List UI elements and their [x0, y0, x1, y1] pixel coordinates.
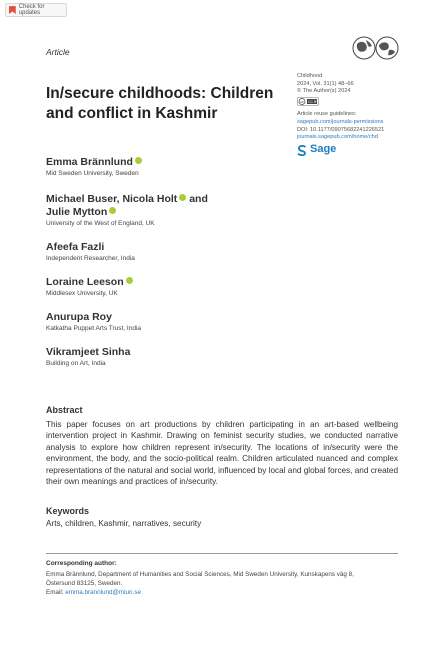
author-1-name: Emma Brännlund	[46, 156, 133, 168]
publisher-logo	[297, 145, 432, 156]
check-for-updates-label: Check for updates	[18, 4, 45, 16]
author-3-name: Afeefa Fazli	[46, 241, 105, 253]
keywords-heading: Keywords	[46, 506, 90, 516]
author-2-names-cont: Julie Mytton	[46, 206, 108, 218]
corresponding-author-address: Emma Brännlund, Department of Humanities and Social Sciences, Mid Sweden University, Kunskapens väg 8,	[46, 571, 354, 578]
article-type-label: Article	[46, 47, 70, 57]
author-1-affiliation: Mid Sweden University, Sweden	[46, 170, 139, 177]
corresponding-author-city: Östersund 83125, Sweden.	[46, 580, 123, 587]
email-link[interactable]: emma.brannlund@miun.se	[65, 589, 141, 596]
journal-copyright: © The Author(s) 2024	[297, 88, 351, 95]
orcid-icon[interactable]	[126, 277, 133, 284]
reuse-guidelines-link[interactable]: sagepub.com/journals-permissions	[297, 118, 384, 125]
corresponding-author-email-line	[46, 589, 141, 596]
publisher-name: Sage	[310, 143, 337, 156]
author-3	[46, 241, 104, 254]
author-4	[46, 276, 133, 289]
bookmark-icon	[9, 6, 16, 14]
sage-logo-icon	[297, 145, 307, 156]
author-4-name: Loraine Leeson	[46, 276, 124, 288]
article-doi[interactable]: DOI: 10.1177/09075682241226521	[297, 126, 385, 133]
journal-metadata	[297, 73, 432, 156]
author-6-name: Vikramjeet Sinha	[46, 346, 131, 358]
author-5-affiliation: Katkatha Puppet Arts Trust, India	[46, 325, 142, 332]
article-title: In/secure childhoods: Children and conflict in Kashmir	[46, 85, 274, 122]
author-2-conjunction: and	[189, 193, 208, 205]
reuse-guidelines-label: Article reuse guidelines:	[297, 111, 357, 118]
author-3-affiliation: Independent Researcher, India	[46, 255, 135, 262]
svg-text:cc: cc	[300, 99, 304, 104]
cc-badge-label: CC BY	[308, 99, 319, 104]
corresponding-author-heading: Corresponding author:	[46, 560, 117, 567]
journal-volume: 2024, Vol. 31(1) 48–66	[297, 80, 354, 87]
journal-homepage-link[interactable]: journals.sagepub.com/home/chd	[297, 134, 378, 141]
author-5	[46, 311, 112, 324]
journal-name: Childhood	[297, 73, 323, 79]
abstract-heading: Abstract	[46, 405, 83, 415]
orcid-icon[interactable]	[135, 157, 142, 164]
author-5-name: Anurupa Roy	[46, 311, 112, 323]
author-4-affiliation: Middlesex University, UK	[46, 290, 118, 297]
author-6-affiliation: Building on Art, India	[46, 360, 106, 367]
orcid-icon[interactable]	[109, 207, 116, 214]
email-label: Email:	[46, 589, 64, 596]
check-for-updates-badge[interactable]	[5, 3, 67, 17]
abstract-text: This paper focuses on art productions by children participating in an art-based wellbeing intervention project in Kashmir. Drawing on feminist security studies, we conducted narrative analysis to explore how children represent in/security. The locations of in/security were the environment, the body, and the socio-political realm. Children articulated nuanced and complex representations of the natural and social world, influenced by local and global forces, and created their own meanings and practices of in/security.	[46, 420, 398, 487]
author-2-names: Michael Buser, Nicola Holt	[46, 193, 178, 205]
orcid-icon[interactable]	[179, 194, 186, 201]
footer-divider	[46, 553, 398, 554]
author-2	[46, 193, 208, 219]
author-6	[46, 346, 130, 359]
keywords-text: Arts, children, Kashmir, narratives, security	[46, 519, 202, 528]
journal-logo-icon	[352, 35, 400, 61]
author-2-affiliation: University of the West of England, UK	[46, 220, 155, 227]
author-1	[46, 156, 142, 169]
creative-commons-icon	[297, 97, 319, 106]
